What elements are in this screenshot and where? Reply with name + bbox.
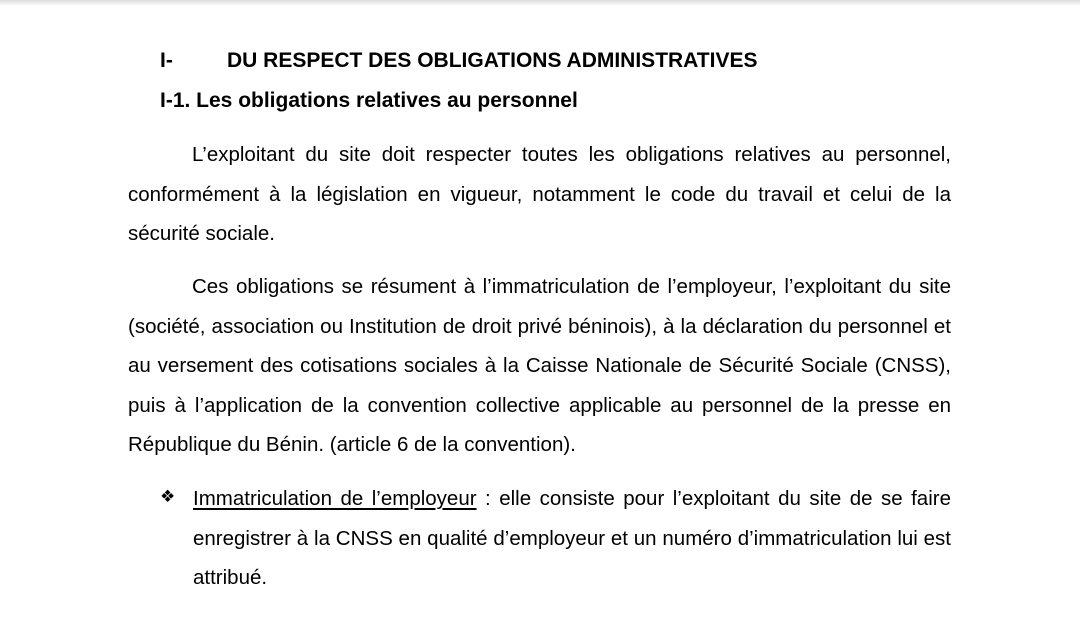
bullet-term: Immatriculation de l’employeur — [193, 487, 477, 510]
section-title: DU RESPECT DES OBLIGATIONS ADMINISTRATIVES — [227, 49, 758, 72]
bullet-description: : elle consiste pour l’exploitant du site de se faire enregistrer à la CNSS en qualité d’employeur et un numéro d’immatriculation lui est attribué. — [193, 487, 951, 589]
paragraph-1: L’exploitant du site doit respecter toutes les obligations relatives au personnel, conformément à la législation en vigueur, notamment le code du travail et celui de la sécurité sociale. — [128, 143, 951, 245]
subsection-heading: I-1. Les obligations relatives au personnel — [160, 89, 578, 112]
section-number: I- — [160, 49, 173, 72]
bullet-text — [193, 479, 951, 598]
four-diamond-bullet-icon: ❖ — [160, 487, 176, 506]
paragraph-2: Ces obligations se résument à l’immatriculation de l’employeur, l’exploitant du site (société, association ou Institution de droit privé béninois), à la déclaration du personnel et au versement des cotisations sociales à la Caisse Nationale de Sécurité Sociale (CNSS), puis à l’application de la convention collective applicable au personnel de la presse en République du Bénin. (article 6 de la convention). — [128, 275, 951, 456]
section-heading — [160, 47, 757, 75]
